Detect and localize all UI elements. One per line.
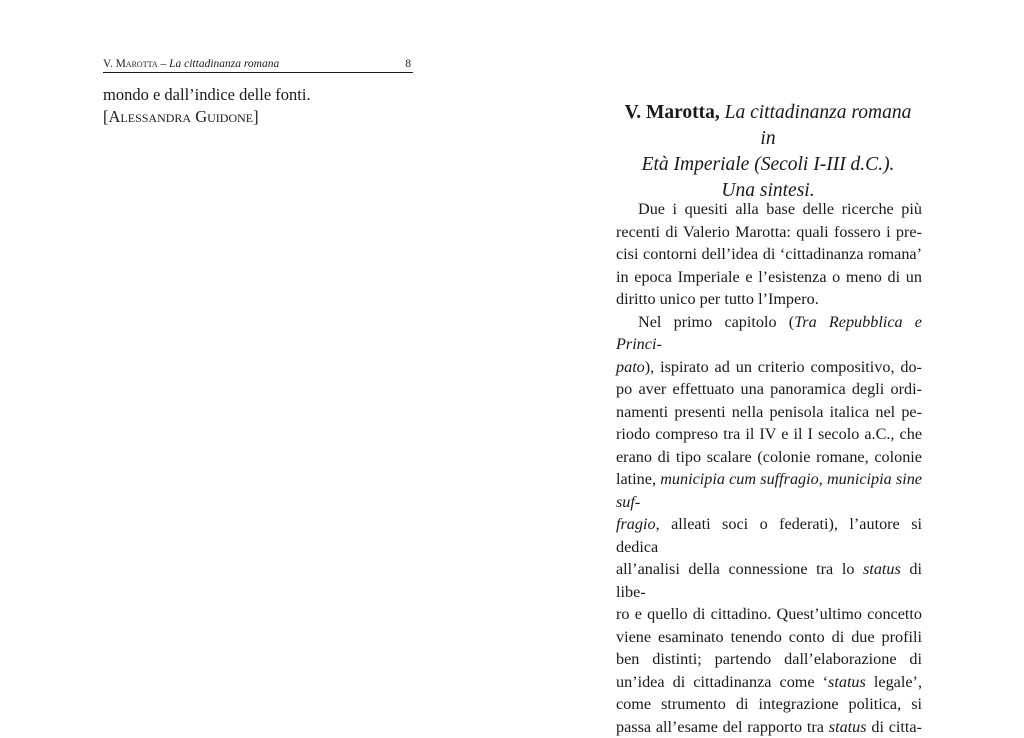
title-author: V. Marotta, (625, 102, 720, 123)
body-line: come strumento di integrazione politica, si (616, 693, 922, 716)
body-line: all’analisi della connessione tra lo status di libe- (616, 558, 922, 603)
title-line2: Età Imperiale (Secoli I-III d.C.). (617, 152, 919, 178)
left-page-text (103, 84, 423, 128)
body-line: ben distinti; partendo dall’elaborazione di (616, 648, 922, 671)
body-line: erano di tipo scalare (colonie romane, colonie (616, 446, 922, 469)
running-header (103, 58, 413, 73)
page-number: 8 (405, 58, 411, 71)
text-line: mondo e dall’indice delle fonti. (103, 84, 423, 106)
body-line: latine, municipia cum suffragio, municipia sine suf- (616, 468, 922, 513)
title-line3: Una sintesi. (617, 178, 919, 204)
title-line1: La cittadinanza romana in (725, 102, 912, 149)
body-line: riodo compreso tra il IV e il I secolo a.C., che (616, 423, 922, 446)
article-title (617, 100, 919, 204)
body-line: Due i quesiti alla base delle ricerche più (616, 198, 922, 221)
reviewer-name: Alessandra Guidone (109, 107, 254, 126)
article-body (616, 198, 922, 738)
header-title: La cittadinanza romana (169, 58, 279, 70)
body-line: pato), ispirato ad un criterio compositivo, do- (616, 356, 922, 379)
body-line: cisi contorni dell’idea di ‘cittadinanza romana’ (616, 243, 922, 266)
body-line: Nel primo capitolo (Tra Repubblica e Princi- (616, 311, 922, 356)
reviewer-signature: [Alessandra Guidone] (103, 106, 423, 128)
body-line: fragio, alleati soci o federati), l’autore si dedica (616, 513, 922, 558)
body-line: diritto unico per tutto l’Impero. (616, 288, 922, 311)
right-page (512, 0, 1024, 727)
body-line: passa all’esame del rapporto tra status di citta- (616, 716, 922, 738)
body-line: ro e quello di cittadino. Quest’ultimo concetto (616, 603, 922, 626)
body-line: viene esaminato tenendo conto di due profili (616, 626, 922, 649)
body-line: namenti presenti nella penisola italica nel pe- (616, 401, 922, 424)
header-author: V. Marotta (103, 58, 158, 70)
left-page (0, 0, 512, 727)
header-separator: – (158, 58, 170, 70)
body-line: recenti di Valerio Marotta: quali fossero i pre- (616, 221, 922, 244)
body-line: in epoca Imperiale e l’esistenza o meno di un (616, 266, 922, 289)
body-line: po aver effettuato una panoramica degli ordi- (616, 378, 922, 401)
body-line: un’idea di cittadinanza come ‘status legale’, (616, 671, 922, 694)
